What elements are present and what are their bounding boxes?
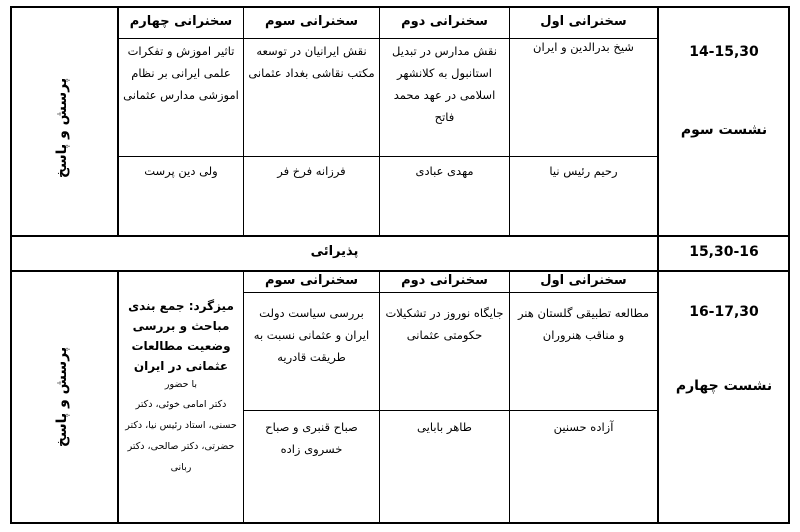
s4-time: 16-17,30 — [689, 304, 759, 320]
divider-reception-top — [10, 235, 790, 237]
divider-s3-col2 — [379, 6, 380, 236]
divider-s4-col3 — [243, 271, 244, 524]
s3-speaker-4: ولی دین پرست — [144, 164, 218, 178]
divider-reception-bottom — [10, 270, 790, 272]
s3-speaker-2: مهدی عبادی — [415, 164, 474, 178]
s3-header-2: سخنرانی دوم — [401, 14, 488, 29]
s4-title: نشست چهارم — [675, 378, 773, 394]
s4-header-2: سخنرانی دوم — [401, 273, 488, 288]
s4-topic-2: جایگاه نوروز در تشکیلات حکومتی عثمانی — [385, 306, 504, 342]
s3-topic-2: نقش مدارس در تبدیل استانبول به کلانشهر اسلامی در عهد محمد فاتح — [392, 44, 497, 124]
s4-speaker-3: صباح قنبری و صباح خسروی زاده — [265, 420, 358, 456]
s4-header-3: سخنرانی سوم — [264, 273, 359, 288]
reception-label: پذیرائی — [310, 244, 359, 259]
s3-topic-3: نقش ایرانیان در توسعه مکتب نقاشی بغداد عثمانی — [248, 44, 375, 80]
s3-header-3: سخنرانی سوم — [264, 14, 359, 29]
s3-speaker-1: رحیم رئیس نیا — [549, 164, 618, 178]
s3-topic-4: تاثیر اموزش و تفکرات علمی ایرانی بر نظام اموزشی مدارس عثمانی — [123, 44, 239, 102]
border-bottom — [10, 522, 790, 524]
divider-s4-col4 — [117, 271, 119, 524]
divider-s3-col1 — [509, 6, 510, 236]
s3-speaker-3: فرزانه فرخ فر — [277, 164, 346, 178]
border-left — [10, 6, 12, 524]
border-top — [10, 6, 790, 8]
s4-header-1: سخنرانی اول — [540, 273, 627, 288]
divider-s3-col4 — [117, 6, 119, 236]
roundtable-participants: دکتر امامی خوئی، دکتر حسنی، استاد رئیس نیا، دکتر حضرتی، دکتر صالحی، دکتر ربانی — [125, 399, 237, 473]
s3-time: 14-15,30 — [689, 44, 759, 60]
divider-s4-speakers — [243, 410, 658, 411]
reception-time: 15,30-16 — [689, 244, 759, 260]
s4-speaker-1: آزاده حسنین — [553, 420, 614, 434]
s3-side-label: پرسش و پاسخ — [54, 77, 70, 179]
s4-roundtable — [121, 296, 241, 478]
s3-topic-1: شیخ بدرالدین و ایران — [533, 40, 634, 54]
divider-s4-header — [243, 292, 658, 293]
s4-topic-1: مطالعه تطبیقی گلستان هنر و مناقب هنروران — [517, 306, 650, 342]
divider-time-col — [657, 6, 659, 524]
s4-speaker-2: طاهر بابایی — [417, 420, 472, 434]
divider-s4-col2 — [379, 271, 380, 524]
border-right — [788, 6, 790, 524]
roundtable-title: میزگرد: جمع بندی مباحث و بررسی وضعیت مطالعات عثمانی در ایران — [128, 299, 234, 373]
divider-s3-speakers — [118, 156, 658, 157]
s4-side-label: پرسش و پاسخ — [54, 346, 70, 448]
s4-topic-3: بررسی سیاست دولت ایران و عثمانی نسبت به طریقت قادریه — [253, 306, 370, 364]
divider-s4-col1 — [509, 271, 510, 524]
s3-title: نشست سوم — [680, 122, 768, 138]
s3-header-1: سخنرانی اول — [540, 14, 627, 29]
divider-s3-col3 — [243, 6, 244, 236]
roundtable-with: با حضور — [164, 379, 198, 390]
s3-header-4: سخنرانی چهارم — [129, 14, 233, 29]
